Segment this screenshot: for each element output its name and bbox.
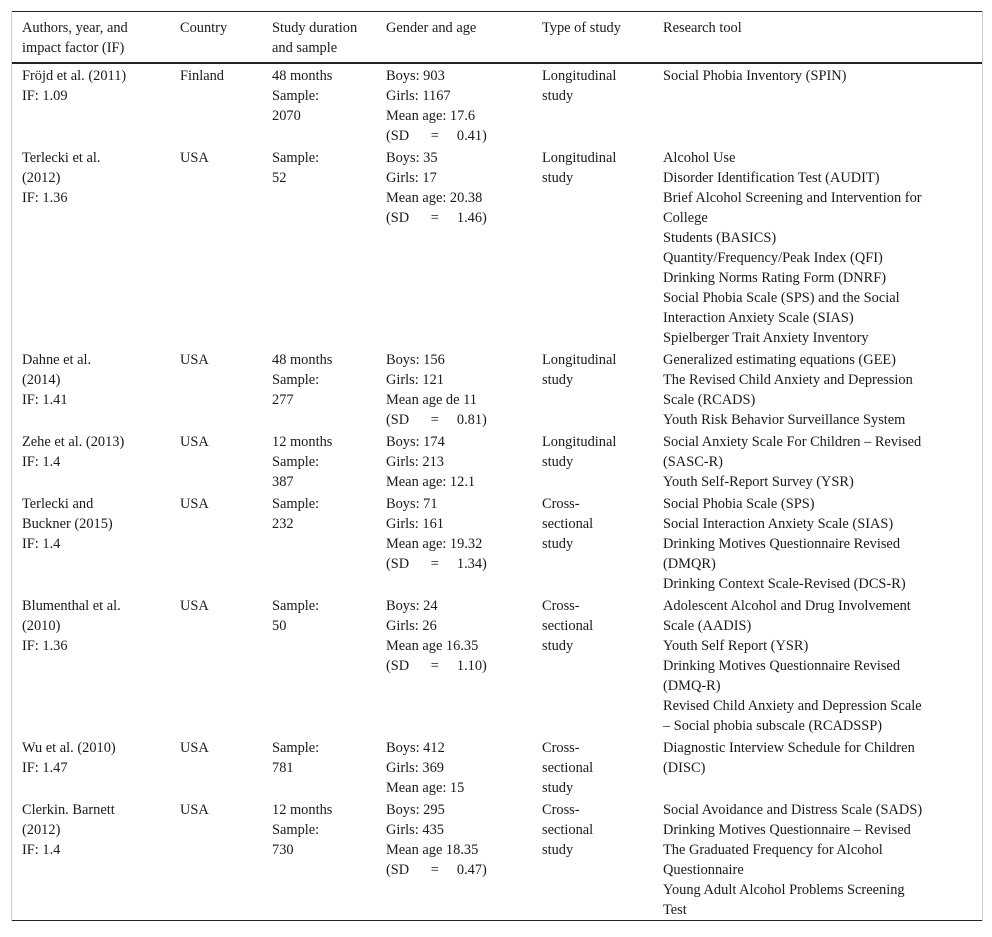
- cell-line: IF: 1.09: [22, 88, 68, 104]
- cell-line: Longitudinal: [542, 68, 617, 84]
- cell-line: College: [663, 210, 708, 226]
- cell-type-of-study: [542, 348, 663, 430]
- cell-country: [180, 63, 272, 146]
- cell-country: [180, 430, 272, 492]
- table-row: [12, 430, 982, 492]
- cell-line: (SD = 1.34): [386, 556, 487, 572]
- cell-line: Social Phobia Scale (SPS): [663, 496, 815, 512]
- header-line: Authors, year, and: [22, 20, 128, 36]
- cell-line: Boys: 156: [386, 352, 445, 368]
- cell-text: Finland: [180, 68, 224, 84]
- cell-text: USA: [180, 150, 209, 166]
- cell-line: Young Adult Alcohol Problems Screening: [663, 882, 905, 898]
- cell-line: Social Anxiety Scale For Children – Revised: [663, 434, 922, 450]
- cell-gender-age: [386, 146, 542, 348]
- cell-line: (SD = 0.81): [386, 412, 487, 428]
- table-row: [12, 348, 982, 430]
- table-row: [12, 798, 982, 921]
- cell-line: Girls: 369: [386, 760, 444, 776]
- cell-line: 52: [272, 170, 287, 186]
- cell-line: (2012): [22, 822, 61, 838]
- cell-line: Mean age: 17.6: [386, 108, 476, 124]
- cell-line: Mean age: 19.32: [386, 536, 483, 552]
- cell-line: Alcohol Use: [663, 150, 736, 166]
- cell-line: Longitudinal: [542, 434, 617, 450]
- header-line: impact factor (IF): [22, 40, 125, 56]
- cell-research-tool: [663, 146, 982, 348]
- cell-line: Social Interaction Anxiety Scale (SIAS): [663, 516, 894, 532]
- cell-line: Girls: 213: [386, 454, 444, 470]
- cell-study-sample: [272, 146, 386, 348]
- cell-research-tool: [663, 492, 982, 594]
- cell-line: Blumenthal et al.: [22, 598, 121, 614]
- cell-research-tool: [663, 798, 982, 921]
- cell-line: Sample:: [272, 822, 320, 838]
- header-line: Gender and age: [386, 20, 477, 36]
- cell-line: Disorder Identification Test (AUDIT): [663, 170, 880, 186]
- cell-line: 12 months: [272, 802, 333, 818]
- cell-line: Cross-: [542, 496, 580, 512]
- cell-authors: [12, 798, 180, 921]
- table-row: [12, 63, 982, 146]
- cell-line: Cross-: [542, 802, 580, 818]
- header-type-of-study: [542, 12, 663, 64]
- cell-line: Boys: 71: [386, 496, 438, 512]
- cell-type-of-study: [542, 798, 663, 921]
- cell-country: [180, 594, 272, 736]
- cell-text: USA: [180, 434, 209, 450]
- cell-line: 387: [272, 474, 294, 490]
- cell-line: 730: [272, 842, 294, 858]
- cell-line: Mean age: 15: [386, 780, 465, 796]
- cell-line: (DISC): [663, 760, 706, 776]
- cell-text: USA: [180, 352, 209, 368]
- cell-country: [180, 736, 272, 798]
- cell-line: (SD = 1.10): [386, 658, 487, 674]
- cell-line: Boys: 35: [386, 150, 438, 166]
- cell-line: Mean age: 20.38: [386, 190, 483, 206]
- cell-line: Social Phobia Scale (SPS) and the Social: [663, 290, 900, 306]
- cell-study-sample: [272, 430, 386, 492]
- cell-line: Girls: 121: [386, 372, 444, 388]
- cell-line: 232: [272, 516, 294, 532]
- cell-line: Youth Risk Behavior Surveillance System: [663, 412, 906, 428]
- cell-line: sectional: [542, 516, 594, 532]
- cell-line: Sample:: [272, 740, 320, 756]
- cell-line: (2014): [22, 372, 61, 388]
- cell-line: (DMQ-R): [663, 678, 721, 694]
- cell-gender-age: [386, 736, 542, 798]
- cell-gender-age: [386, 492, 542, 594]
- cell-research-tool: [663, 348, 982, 430]
- cell-line: Spielberger Trait Anxiety Inventory: [663, 330, 869, 346]
- cell-line: study: [542, 372, 574, 388]
- cell-line: Social Avoidance and Distress Scale (SADS): [663, 802, 923, 818]
- cell-line: Questionnaire: [663, 862, 744, 878]
- header-authors: [12, 12, 180, 64]
- cell-line: Terlecki and: [22, 496, 94, 512]
- cell-line: Longitudinal: [542, 150, 617, 166]
- cell-line: Drinking Context Scale-Revised (DCS-R): [663, 576, 906, 592]
- cell-authors: [12, 736, 180, 798]
- cell-type-of-study: [542, 594, 663, 736]
- cell-line: Wu et al. (2010): [22, 740, 116, 756]
- table-row: [12, 736, 982, 798]
- cell-gender-age: [386, 63, 542, 146]
- cell-line: Youth Self Report (YSR): [663, 638, 809, 654]
- cell-line: study: [542, 88, 574, 104]
- cell-line: Drinking Motives Questionnaire Revised: [663, 536, 901, 552]
- studies-table-frame: [11, 11, 983, 921]
- cell-line: (2012): [22, 170, 61, 186]
- cell-line: Fröjd et al. (2011): [22, 68, 127, 84]
- cell-line: Scale (AADIS): [663, 618, 752, 634]
- cell-line: Revised Child Anxiety and Depression Scale: [663, 698, 922, 714]
- cell-study-sample: [272, 798, 386, 921]
- cell-line: (SD = 0.41): [386, 128, 487, 144]
- cell-line: Buckner (2015): [22, 516, 113, 532]
- cell-line: IF: 1.4: [22, 842, 61, 858]
- cell-line: The Graduated Frequency for Alcohol: [663, 842, 883, 858]
- cell-line: Boys: 174: [386, 434, 445, 450]
- cell-line: Interaction Anxiety Scale (SIAS): [663, 310, 854, 326]
- table-row: [12, 492, 982, 594]
- cell-line: IF: 1.4: [22, 536, 61, 552]
- cell-line: Boys: 295: [386, 802, 445, 818]
- cell-line: Cross-: [542, 740, 580, 756]
- header-gender-age: [386, 12, 542, 64]
- cell-research-tool: [663, 736, 982, 798]
- header-line: Country: [180, 20, 228, 36]
- cell-line: (2010): [22, 618, 61, 634]
- table-body: [12, 63, 982, 921]
- cell-study-sample: [272, 348, 386, 430]
- cell-authors: [12, 492, 180, 594]
- cell-line: Girls: 1167: [386, 88, 451, 104]
- cell-line: Girls: 26: [386, 618, 437, 634]
- cell-line: Sample:: [272, 88, 320, 104]
- cell-country: [180, 798, 272, 921]
- cell-line: (SD = 1.46): [386, 210, 487, 226]
- cell-type-of-study: [542, 146, 663, 348]
- table-header-row: [12, 12, 982, 64]
- cell-line: study: [542, 842, 574, 858]
- cell-authors: [12, 348, 180, 430]
- cell-line: Sample:: [272, 372, 320, 388]
- cell-type-of-study: [542, 492, 663, 594]
- cell-line: Boys: 24: [386, 598, 438, 614]
- cell-line: study: [542, 536, 574, 552]
- cell-line: study: [542, 780, 574, 796]
- cell-country: [180, 146, 272, 348]
- cell-line: Girls: 17: [386, 170, 437, 186]
- cell-line: Mean age de 11: [386, 392, 477, 408]
- cell-line: 277: [272, 392, 294, 408]
- header-line: Research tool: [663, 20, 742, 36]
- cell-line: 2070: [272, 108, 301, 124]
- cell-line: Students (BASICS): [663, 230, 777, 246]
- cell-line: 781: [272, 760, 294, 776]
- cell-line: sectional: [542, 822, 594, 838]
- table-row: [12, 146, 982, 348]
- cell-line: Boys: 903: [386, 68, 445, 84]
- cell-line: Clerkin. Barnett: [22, 802, 115, 818]
- cell-gender-age: [386, 430, 542, 492]
- cell-research-tool: [663, 63, 982, 146]
- cell-text: USA: [180, 496, 209, 512]
- cell-line: Quantity/Frequency/Peak Index (QFI): [663, 250, 883, 266]
- cell-line: IF: 1.4: [22, 454, 61, 470]
- cell-study-sample: [272, 736, 386, 798]
- cell-line: Cross-: [542, 598, 580, 614]
- cell-line: Zehe et al. (2013): [22, 434, 125, 450]
- cell-line: sectional: [542, 760, 594, 776]
- cell-line: Brief Alcohol Screening and Intervention for: [663, 190, 922, 206]
- cell-line: Boys: 412: [386, 740, 445, 756]
- cell-line: IF: 1.47: [22, 760, 68, 776]
- cell-authors: [12, 63, 180, 146]
- cell-line: Youth Self-Report Survey (YSR): [663, 474, 854, 490]
- cell-line: Generalized estimating equations (GEE): [663, 352, 896, 368]
- cell-line: Girls: 161: [386, 516, 444, 532]
- cell-research-tool: [663, 430, 982, 492]
- cell-text: USA: [180, 598, 209, 614]
- studies-table: [12, 11, 982, 921]
- cell-text: USA: [180, 740, 209, 756]
- cell-line: Test: [663, 902, 687, 918]
- cell-line: IF: 1.41: [22, 392, 68, 408]
- header-line: Type of study: [542, 20, 621, 36]
- cell-study-sample: [272, 594, 386, 736]
- cell-line: IF: 1.36: [22, 190, 68, 206]
- cell-type-of-study: [542, 430, 663, 492]
- cell-country: [180, 492, 272, 594]
- cell-line: Drinking Motives Questionnaire – Revised: [663, 822, 911, 838]
- header-country: [180, 12, 272, 64]
- cell-line: Drinking Norms Rating Form (DNRF): [663, 270, 887, 286]
- cell-line: (SD = 0.47): [386, 862, 487, 878]
- header-study-duration: [272, 12, 386, 64]
- cell-line: Diagnostic Interview Schedule for Children: [663, 740, 915, 756]
- cell-line: Social Phobia Inventory (SPIN): [663, 68, 847, 84]
- cell-type-of-study: [542, 63, 663, 146]
- cell-line: study: [542, 170, 574, 186]
- cell-research-tool: [663, 594, 982, 736]
- cell-line: Longitudinal: [542, 352, 617, 368]
- cell-line: Girls: 435: [386, 822, 444, 838]
- cell-line: Drinking Motives Questionnaire Revised: [663, 658, 901, 674]
- cell-line: The Revised Child Anxiety and Depression: [663, 372, 913, 388]
- cell-gender-age: [386, 798, 542, 921]
- cell-line: Mean age: 12.1: [386, 474, 476, 490]
- cell-text: USA: [180, 802, 209, 818]
- cell-authors: [12, 146, 180, 348]
- cell-line: sectional: [542, 618, 594, 634]
- cell-line: Scale (RCADS): [663, 392, 756, 408]
- cell-line: Mean age 16.35: [386, 638, 479, 654]
- header-line: Study duration: [272, 20, 358, 36]
- cell-line: – Social phobia subscale (RCADSSP): [663, 718, 883, 734]
- cell-line: Sample:: [272, 598, 320, 614]
- header-line: and sample: [272, 40, 338, 56]
- cell-line: Mean age 18.35: [386, 842, 479, 858]
- cell-line: study: [542, 454, 574, 470]
- cell-line: (SASC-R): [663, 454, 723, 470]
- cell-gender-age: [386, 348, 542, 430]
- cell-line: Sample:: [272, 150, 320, 166]
- cell-line: 12 months: [272, 434, 333, 450]
- cell-authors: [12, 594, 180, 736]
- cell-line: 50: [272, 618, 287, 634]
- cell-line: IF: 1.36: [22, 638, 68, 654]
- cell-study-sample: [272, 63, 386, 146]
- cell-line: 48 months: [272, 352, 333, 368]
- cell-line: study: [542, 638, 574, 654]
- cell-type-of-study: [542, 736, 663, 798]
- header-research-tool: [663, 12, 982, 64]
- cell-line: Terlecki et al.: [22, 150, 101, 166]
- cell-gender-age: [386, 594, 542, 736]
- cell-line: Sample:: [272, 454, 320, 470]
- cell-line: 48 months: [272, 68, 333, 84]
- cell-country: [180, 348, 272, 430]
- cell-line: Dahne et al.: [22, 352, 92, 368]
- cell-line: (DMQR): [663, 556, 716, 572]
- cell-line: Sample:: [272, 496, 320, 512]
- cell-study-sample: [272, 492, 386, 594]
- cell-line: Adolescent Alcohol and Drug Involvement: [663, 598, 911, 614]
- table-row: [12, 594, 982, 736]
- cell-authors: [12, 430, 180, 492]
